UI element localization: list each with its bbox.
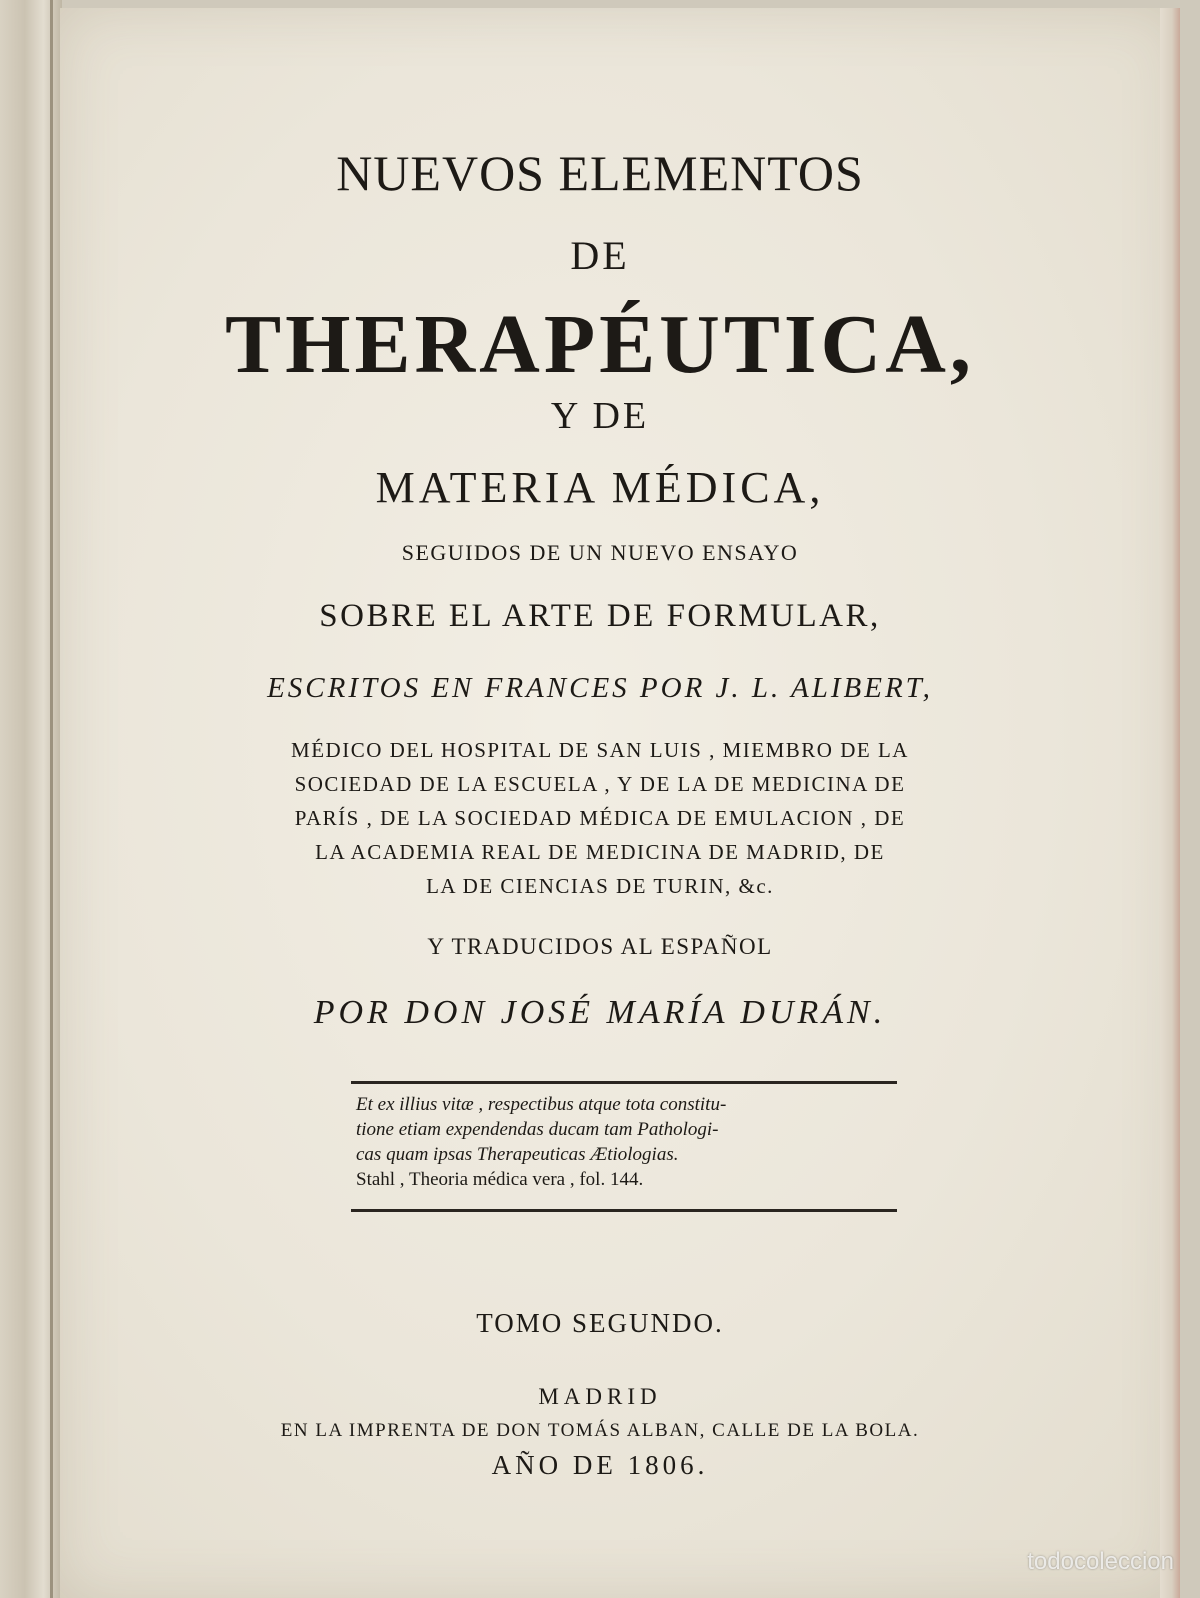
epigraph-rule-top xyxy=(351,1081,897,1084)
title-line-4: Y DE xyxy=(550,395,650,437)
subtitle-line-1: SEGUIDOS DE UN NUEVO ENSAYO xyxy=(401,540,799,565)
title-line-2: DE xyxy=(570,233,630,278)
imprint-year: AÑO DE 1806. xyxy=(491,1450,709,1480)
title-line-1: NUEVOS ELEMENTOS xyxy=(336,145,864,201)
epigraph xyxy=(356,1092,916,1192)
watermark: todocoleccion xyxy=(1027,1548,1174,1575)
imprint-city: MADRID xyxy=(538,1384,662,1409)
credentials-line: MÉDICO DEL HOSPITAL DE SAN LUIS , MIEMBRO DE LA xyxy=(291,738,909,762)
subtitle-line-2: SOBRE EL ARTE DE FORMULAR, xyxy=(319,598,881,634)
epigraph-line: cas quam ipsas Therapeuticas Ætiologias. xyxy=(356,1144,679,1165)
epigraph-line: tione etiam expendendas ducam tam Pathologi- xyxy=(356,1119,719,1140)
credentials-line: LA ACADEMIA REAL DE MEDICINA DE MADRID, DE xyxy=(315,840,885,864)
credentials-line: SOCIEDAD DE LA ESCUELA , Y DE LA DE MEDICINA DE xyxy=(294,772,906,796)
author-line: ESCRITOS EN FRANCES POR J. L. ALIBERT, xyxy=(267,672,933,704)
epigraph-source: Stahl , Theoria médica vera , fol. 144. xyxy=(356,1169,644,1190)
volume-label: TOMO SEGUNDO. xyxy=(476,1308,724,1338)
credentials-line: LA DE CIENCIAS DE TURIN, &c. xyxy=(426,874,774,898)
epigraph-line: Et ex illius vitæ , respectibus atque tota constitu- xyxy=(356,1094,727,1115)
imprint-printer: EN LA IMPRENTA DE DON TOMÁS ALBAN, CALLE DE LA BOLA. xyxy=(280,1420,920,1441)
epigraph-rule-bottom xyxy=(351,1209,897,1212)
credentials-line: PARÍS , DE LA SOCIEDAD MÉDICA DE EMULACION , DE xyxy=(294,806,906,830)
translator-line: POR DON JOSÉ MARÍA DURÁN. xyxy=(313,994,887,1031)
title-main: THERAPÉUTICA, xyxy=(225,298,975,391)
title-line-5: MATERIA MÉDICA, xyxy=(375,463,825,512)
translation-line: Y TRADUCIDOS AL ESPAÑOL xyxy=(427,934,773,959)
